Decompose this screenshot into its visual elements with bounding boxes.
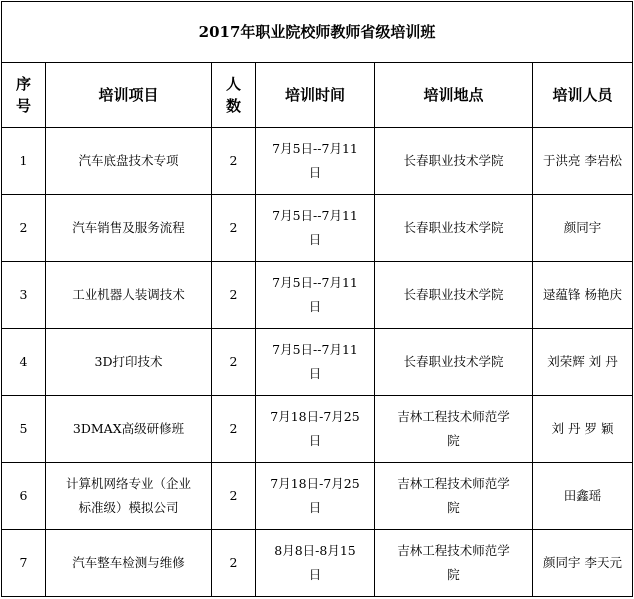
cell-no: 6 xyxy=(2,463,46,530)
cell-people: 刘 丹 罗 颖 xyxy=(533,396,633,463)
cell-place: 长春职业技术学院 xyxy=(375,128,533,195)
cell-people: 颜同宇 xyxy=(533,195,633,262)
cell-item: 工业机器人装调技术 xyxy=(46,262,212,329)
cell-count: 2 xyxy=(212,128,256,195)
header-count: 人数 xyxy=(212,63,256,128)
cell-no: 2 xyxy=(2,195,46,262)
cell-count: 2 xyxy=(212,329,256,396)
table-row xyxy=(2,329,633,396)
cell-place: 长春职业技术学院 xyxy=(375,262,533,329)
cell-no: 1 xyxy=(2,128,46,195)
cell-count: 2 xyxy=(212,463,256,530)
table-row xyxy=(2,262,633,329)
header-row xyxy=(2,63,633,128)
cell-people: 颜同宇 李天元 xyxy=(533,530,633,597)
training-table xyxy=(1,1,633,597)
cell-count: 2 xyxy=(212,195,256,262)
cell-place: 长春职业技术学院 xyxy=(375,329,533,396)
cell-no: 3 xyxy=(2,262,46,329)
cell-time: 7月18日-7月25日 xyxy=(256,396,375,463)
cell-count: 2 xyxy=(212,530,256,597)
cell-place: 吉林工程技术师范学院 xyxy=(375,396,533,463)
cell-time: 7月5日--7月11日 xyxy=(256,195,375,262)
cell-people: 逯蕴锋 杨艳庆 xyxy=(533,262,633,329)
cell-item: 汽车底盘技术专项 xyxy=(46,128,212,195)
table-body xyxy=(2,128,633,597)
table-row xyxy=(2,396,633,463)
cell-count: 2 xyxy=(212,262,256,329)
table-row xyxy=(2,463,633,530)
cell-time: 7月5日--7月11日 xyxy=(256,262,375,329)
cell-place: 吉林工程技术师范学院 xyxy=(375,530,533,597)
cell-item: 3D打印技术 xyxy=(46,329,212,396)
cell-place: 长春职业技术学院 xyxy=(375,195,533,262)
header-no: 序号 xyxy=(2,63,46,128)
table-row xyxy=(2,530,633,597)
table-title: 2017年职业院校师教师省级培训班 xyxy=(2,2,633,63)
cell-count: 2 xyxy=(212,396,256,463)
header-time: 培训时间 xyxy=(256,63,375,128)
cell-item: 3DMAX高级研修班 xyxy=(46,396,212,463)
cell-item: 汽车整车检测与维修 xyxy=(46,530,212,597)
header-place: 培训地点 xyxy=(375,63,533,128)
cell-time: 8月8日-8月15日 xyxy=(256,530,375,597)
cell-no: 7 xyxy=(2,530,46,597)
cell-place: 吉林工程技术师范学院 xyxy=(375,463,533,530)
cell-item: 汽车销售及服务流程 xyxy=(46,195,212,262)
header-item: 培训项目 xyxy=(46,63,212,128)
table-row xyxy=(2,195,633,262)
cell-people: 田鑫瑶 xyxy=(533,463,633,530)
cell-item: 计算机网络专业（企业标准级）模拟公司 xyxy=(46,463,212,530)
cell-time: 7月18日-7月25日 xyxy=(256,463,375,530)
cell-people: 于洪亮 李岩松 xyxy=(533,128,633,195)
header-people: 培训人员 xyxy=(533,63,633,128)
cell-time: 7月5日--7月11日 xyxy=(256,329,375,396)
cell-people: 刘荣辉 刘 丹 xyxy=(533,329,633,396)
cell-time: 7月5日--7月11日 xyxy=(256,128,375,195)
table-row xyxy=(2,128,633,195)
cell-no: 4 xyxy=(2,329,46,396)
cell-no: 5 xyxy=(2,396,46,463)
